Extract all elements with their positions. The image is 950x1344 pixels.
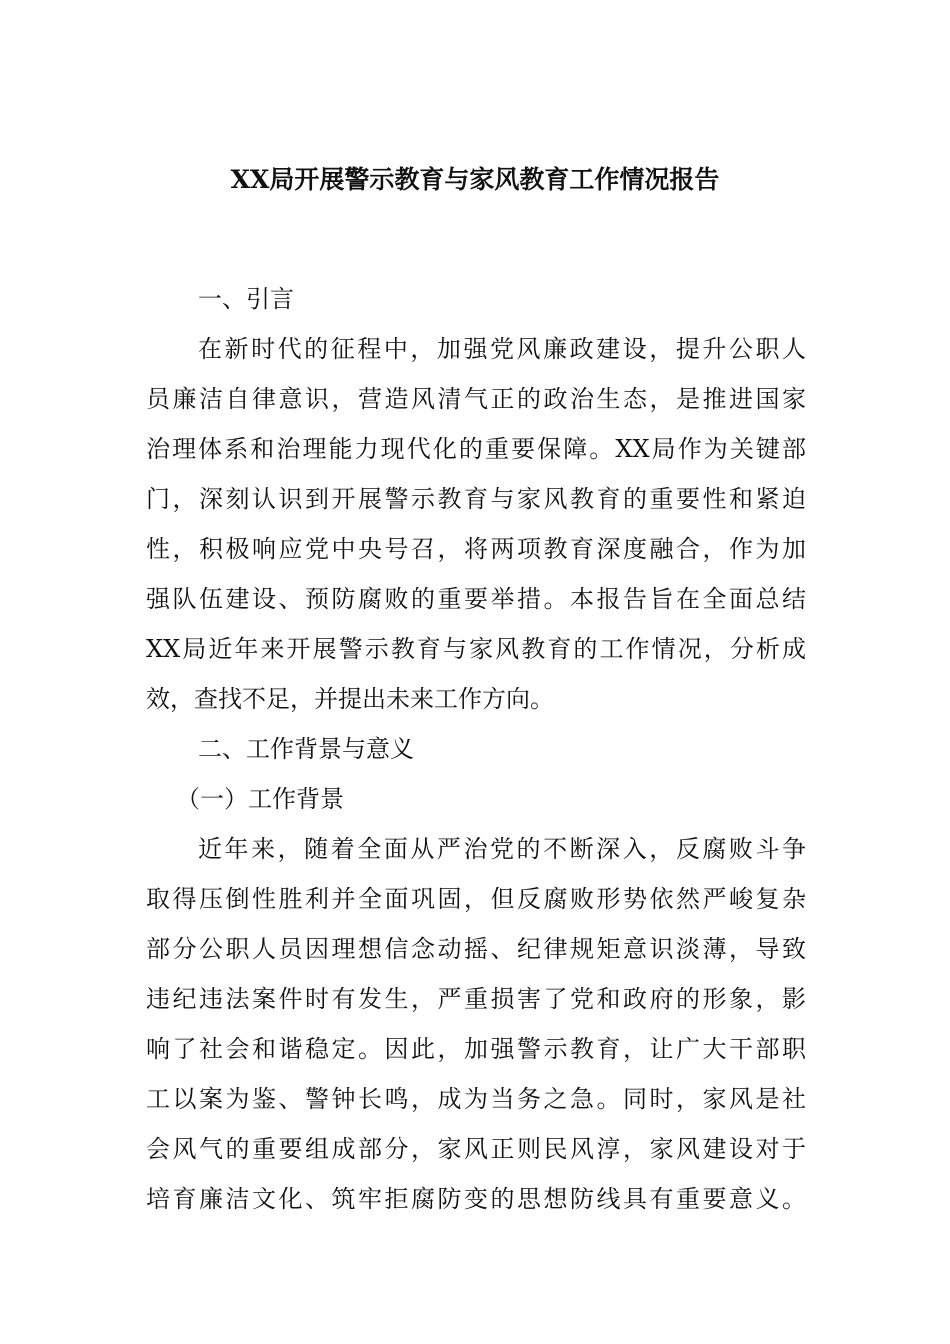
paragraph-line: 员廉洁自律意识，营造风清气正的政治生态，是推进国家 bbox=[146, 385, 806, 413]
section-heading: 一、引言 bbox=[198, 285, 294, 313]
paragraph-line: 效，查找不足，并提出未来工作方向。 bbox=[146, 685, 554, 713]
paragraph-line: 培育廉洁文化、筑牢拒腐防变的思想防线具有重要意义。 bbox=[146, 1185, 806, 1213]
paragraph-line: XX局近年来开展警示教育与家风教育的工作情况，分析成 bbox=[146, 635, 806, 663]
paragraph-line: 部分公职人员因理想信念动摇、纪律规矩意识淡薄，导致 bbox=[146, 935, 806, 963]
subsection-heading: （一）工作背景 bbox=[176, 785, 344, 813]
paragraph-line: 响了社会和谐稳定。因此，加强警示教育，让广大干部职 bbox=[146, 1035, 806, 1063]
paragraph-line: 在新时代的征程中，加强党风廉政建设，提升公职人 bbox=[198, 335, 806, 363]
paragraph-line: 门，深刻认识到开展警示教育与家风教育的重要性和紧迫 bbox=[146, 485, 806, 513]
paragraph-line: 治理体系和治理能力现代化的重要保障。XX局作为关键部 bbox=[146, 435, 806, 463]
document-body bbox=[146, 274, 806, 1224]
paragraph-line: 违纪违法案件时有发生，严重损害了党和政府的形象，影 bbox=[146, 985, 806, 1013]
section-heading: 二、工作背景与意义 bbox=[198, 735, 414, 763]
paragraph-line: 性，积极响应党中央号召，将两项教育深度融合，作为加 bbox=[146, 535, 806, 563]
paragraph-line: 工以案为鉴、警钟长鸣，成为当务之急。同时，家风是社 bbox=[146, 1085, 806, 1113]
document-title: XX局开展警示教育与家风教育工作情况报告 bbox=[230, 165, 720, 194]
paragraph-line: 近年来，随着全面从严治党的不断深入，反腐败斗争 bbox=[198, 835, 806, 863]
paragraph-line: 会风气的重要组成部分，家风正则民风淳，家风建设对于 bbox=[146, 1135, 806, 1163]
paragraph-line: 取得压倒性胜利并全面巩固，但反腐败形势依然严峻复杂 bbox=[146, 885, 806, 913]
paragraph-line: 强队伍建设、预防腐败的重要举措。本报告旨在全面总结 bbox=[146, 585, 806, 613]
